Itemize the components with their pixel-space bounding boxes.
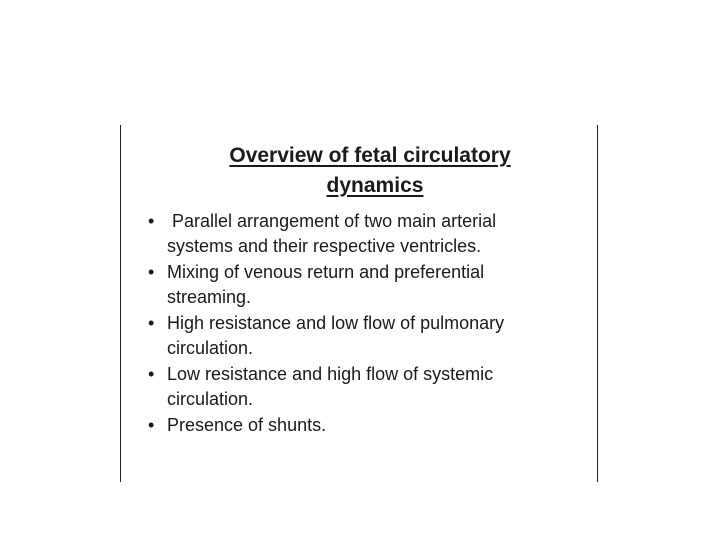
bullet-item-2 (145, 260, 565, 310)
bullet-text: High resistance and low flow of pulmonary circulation. (167, 313, 505, 358)
bullet-list (145, 209, 565, 439)
bullet-item-1 (145, 209, 565, 259)
bullet-item-3 (145, 311, 565, 361)
bullet-text: Mixing of venous return and preferential streaming. (167, 262, 485, 307)
bullet-item-5 (145, 413, 565, 438)
slide-image (120, 125, 598, 482)
bullet-dot-icon: • (148, 415, 155, 435)
bullet-dot-icon: • (148, 313, 155, 333)
bullet-item-4 (145, 362, 565, 412)
slide-title (121, 141, 599, 201)
bullet-text: Low resistance and high flow of systemic circulation. (167, 364, 494, 409)
slide-title-line-2: dynamics (326, 174, 424, 197)
slide-title-line-1: Overview of fetal circulatory (229, 144, 511, 167)
bullet-dot-icon: • (148, 262, 155, 282)
bullet-text: Parallel arrangement of two main arterial systems and their respective ventricles. (167, 211, 502, 256)
bullet-dot-icon: • (148, 211, 155, 231)
bullet-text: Presence of shunts. (167, 415, 327, 435)
bullet-dot-icon: • (148, 364, 155, 384)
